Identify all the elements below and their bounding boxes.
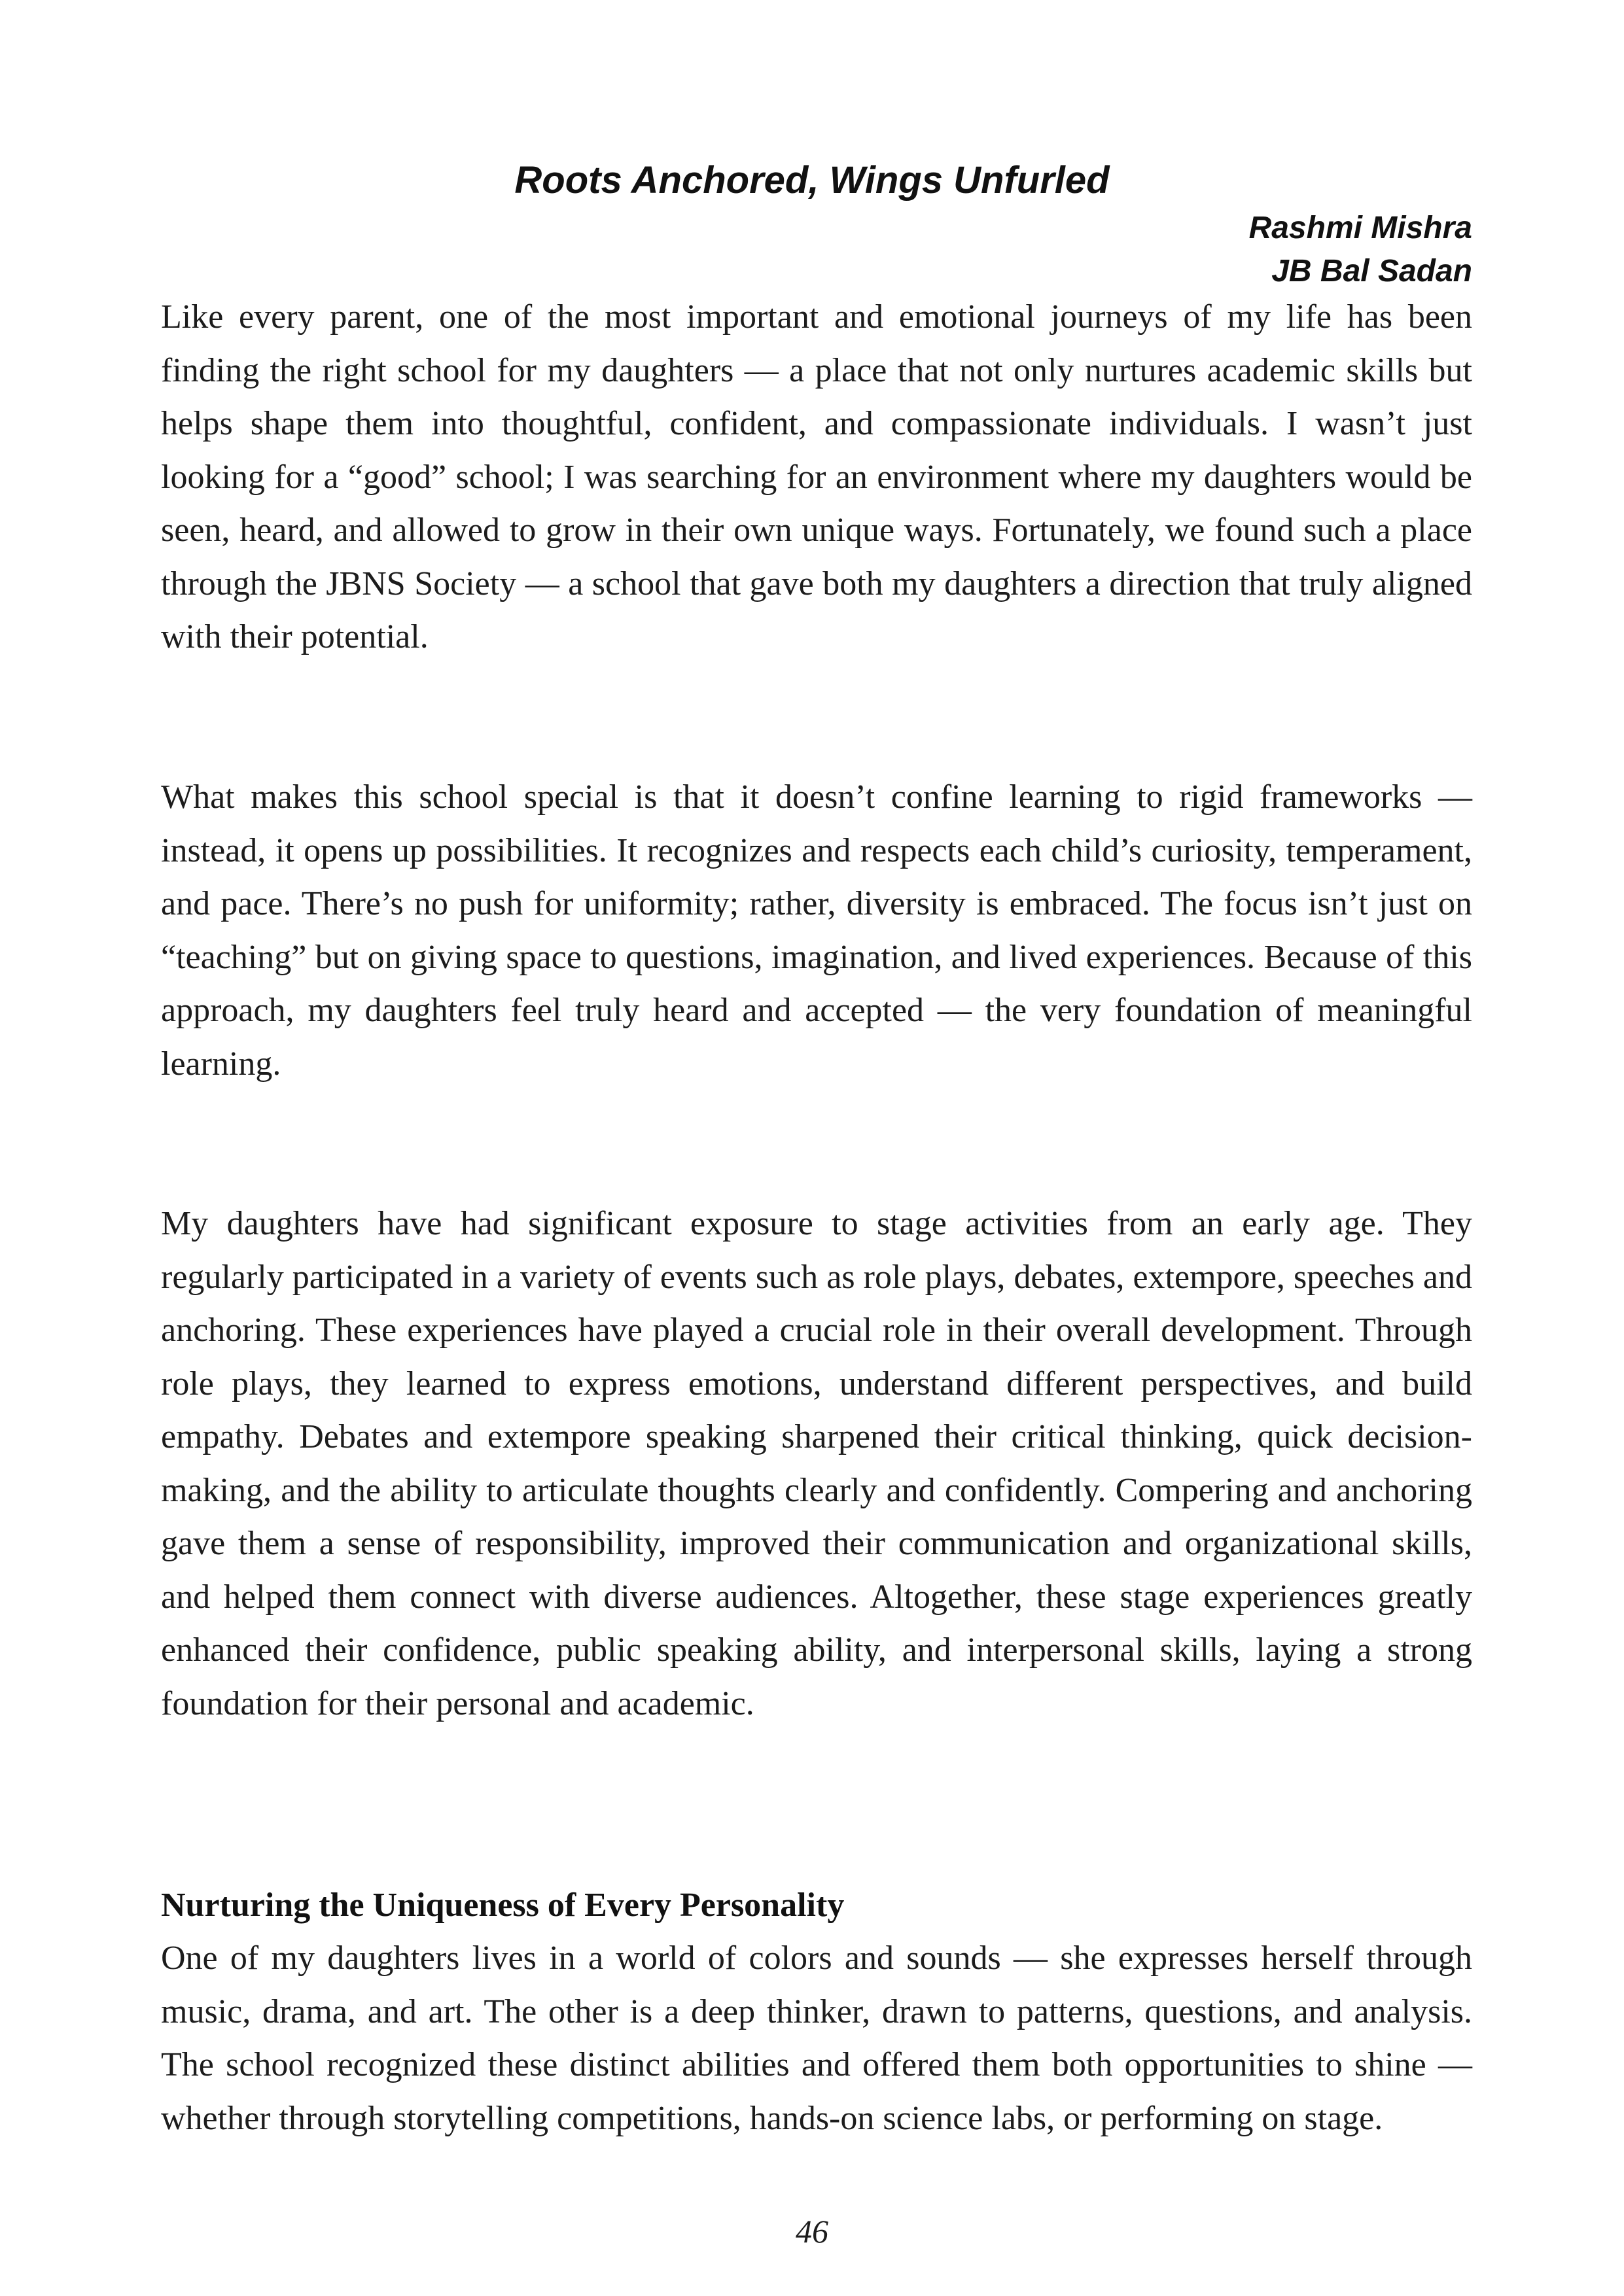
section-paragraph: One of my daughters lives in a world of colors and sounds — she expresses herself through music, drama, and art. The other is a deep thinker, drawn to patterns, questions, and analysis. The school recognized these distinct abilities and offered them both opportunities to shine — whether through storytelling competitions, hands-on science labs, or performing on stage. — [161, 1939, 1472, 2137]
section-heading: Nurturing the Uniqueness of Every Personality — [161, 1887, 845, 1924]
author-affiliation: JB Bal Sadan — [1271, 254, 1472, 288]
paragraph-3: My daughters have had significant exposure to stage activities from an early age. They regularly participated in a variety of events such as role plays, debates, extempore, speeches and anchoring. These experiences have played a crucial role in their overall development. Through role plays, they learned to express emotions, understand different perspectives, and build empathy. Debates and extempore speaking sharpened their critical thinking, quick decision-making, and the ability to articulate thoughts clearly and confidently. Compering and anchoring gave them a sense of responsibility, improved their communication and organizational skills, and helped them connect with diverse audiences. Altogether, these stage experiences greatly enhanced their confidence, public speaking ability, and interpersonal skills, laying a strong foundation for their personal and academic. — [161, 1205, 1472, 1722]
paragraph-1: Like every parent, one of the most important and emotional journeys of my life has been finding the right school for my daughters — a place that not only nurtures academic skills but helps shape them into thoughtful, confident, and compassionate individuals. I wasn’t just looking for a “good” school; I was searching for an environment where my daughters would be seen, heard, and allowed to grow in their own unique ways. Fortunately, we found such a place through the JBNS Society — a school that gave both my daughters a direction that truly aligned with their potential. — [161, 298, 1472, 655]
paragraph-2: What makes this school special is that it doesn’t confine learning to rigid frameworks — instead, it opens up possibilities. It recognizes and respects each child’s curiosity, temperament, and pace. There’s no push for uniformity; rather, diversity is embraced. The focus isn’t just on “teaching” but on giving space to questions, imagination, and lived experiences. Because of this approach, my daughters feel truly heard and accepted — the very foundation of meaningful learning. — [161, 778, 1472, 1083]
author-name: Rashmi Mishra — [1248, 211, 1472, 245]
article-title: Roots Anchored, Wings Unfurled — [514, 159, 1110, 201]
page-number: 46 — [796, 2213, 828, 2250]
author-block — [1249, 207, 1472, 293]
